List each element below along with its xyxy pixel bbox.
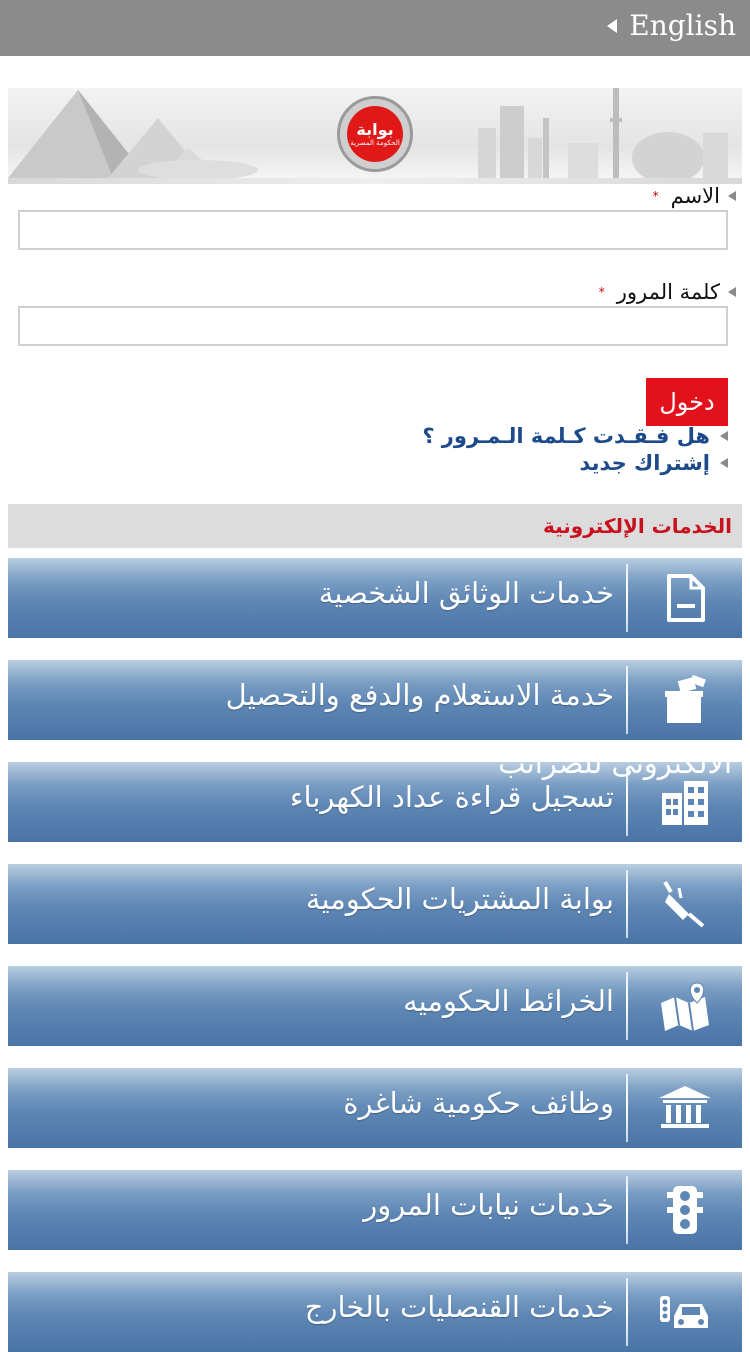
eservices-section-header bbox=[8, 504, 742, 548]
logo-subtitle: الحكومة المصرية bbox=[350, 138, 400, 147]
service-overflow-label: الالكترونى للضرائب bbox=[498, 746, 732, 780]
traffic-light-icon bbox=[658, 1186, 712, 1234]
bullet-arrow-icon bbox=[720, 458, 728, 468]
top-bar bbox=[0, 0, 750, 56]
name-label-text: الاسم bbox=[670, 184, 720, 208]
map-pin-icon bbox=[658, 982, 712, 1030]
forgot-password-link[interactable] bbox=[422, 424, 728, 448]
plug-icon bbox=[658, 880, 712, 928]
building-meter-icon bbox=[658, 778, 712, 826]
service-label: خدمات نيابات المرور bbox=[363, 1188, 614, 1222]
name-input[interactable] bbox=[18, 210, 728, 250]
document-icon bbox=[658, 574, 712, 622]
service-label: خدمات القنصليات بالخارج bbox=[304, 1290, 614, 1324]
bullet-arrow-icon bbox=[728, 287, 736, 297]
password-field-label bbox=[599, 280, 736, 304]
service-label: وظائف حكومية شاغرة bbox=[343, 1086, 614, 1120]
service-label: تسجيل قراءة عداد الكهرباء bbox=[289, 780, 614, 814]
language-link-label: English bbox=[629, 9, 736, 42]
new-account-link[interactable] bbox=[579, 451, 728, 475]
car-traffic-icon bbox=[658, 1288, 712, 1336]
service-divider bbox=[626, 870, 628, 938]
service-divider bbox=[626, 666, 628, 734]
service-divider bbox=[626, 1278, 628, 1346]
name-field-label bbox=[653, 184, 736, 208]
service-divider bbox=[626, 564, 628, 632]
portal-logo bbox=[337, 96, 413, 172]
service-label: الخرائط الحكوميه bbox=[403, 984, 614, 1018]
service-consulates-abroad[interactable] bbox=[8, 1272, 742, 1352]
new-account-text: إشتراك جديد bbox=[579, 451, 710, 475]
required-marker: * bbox=[598, 285, 605, 299]
service-divider bbox=[626, 1176, 628, 1244]
service-label: خدمات الوثائق الشخصية bbox=[318, 576, 614, 610]
login-button[interactable]: دخول bbox=[646, 378, 728, 426]
header-banner bbox=[8, 88, 742, 184]
service-government-procurement[interactable] bbox=[8, 864, 742, 944]
service-label: خدمة الاستعلام والدفع والتحصيل bbox=[225, 678, 614, 712]
forgot-password-text: هل فـقـدت كـلمة الـمـرور ؟ bbox=[422, 424, 710, 448]
eservices-title: الخدمات الإلكترونية bbox=[542, 514, 732, 538]
bullet-arrow-icon bbox=[720, 431, 728, 441]
service-divider bbox=[626, 972, 628, 1040]
service-vacant-jobs[interactable] bbox=[8, 1068, 742, 1148]
service-personal-documents[interactable] bbox=[8, 558, 742, 638]
required-marker: * bbox=[652, 189, 659, 203]
service-government-maps[interactable] bbox=[8, 966, 742, 1046]
service-electricity-meter[interactable] bbox=[8, 746, 742, 842]
service-tax-payment[interactable] bbox=[8, 660, 742, 740]
government-building-icon bbox=[658, 1084, 712, 1132]
language-switch-link[interactable] bbox=[607, 9, 736, 42]
logo-title: بوابة bbox=[356, 119, 394, 139]
payment-box-icon bbox=[658, 676, 712, 724]
bullet-arrow-icon bbox=[728, 191, 736, 201]
service-label: بوابة المشتريات الحكومية bbox=[305, 882, 614, 916]
triangle-left-icon bbox=[607, 19, 617, 33]
service-traffic-prosecution[interactable] bbox=[8, 1170, 742, 1250]
service-divider bbox=[626, 1074, 628, 1142]
password-label-text: كلمة المرور bbox=[616, 280, 720, 304]
password-input[interactable] bbox=[18, 306, 728, 346]
banner-divider bbox=[8, 178, 742, 184]
